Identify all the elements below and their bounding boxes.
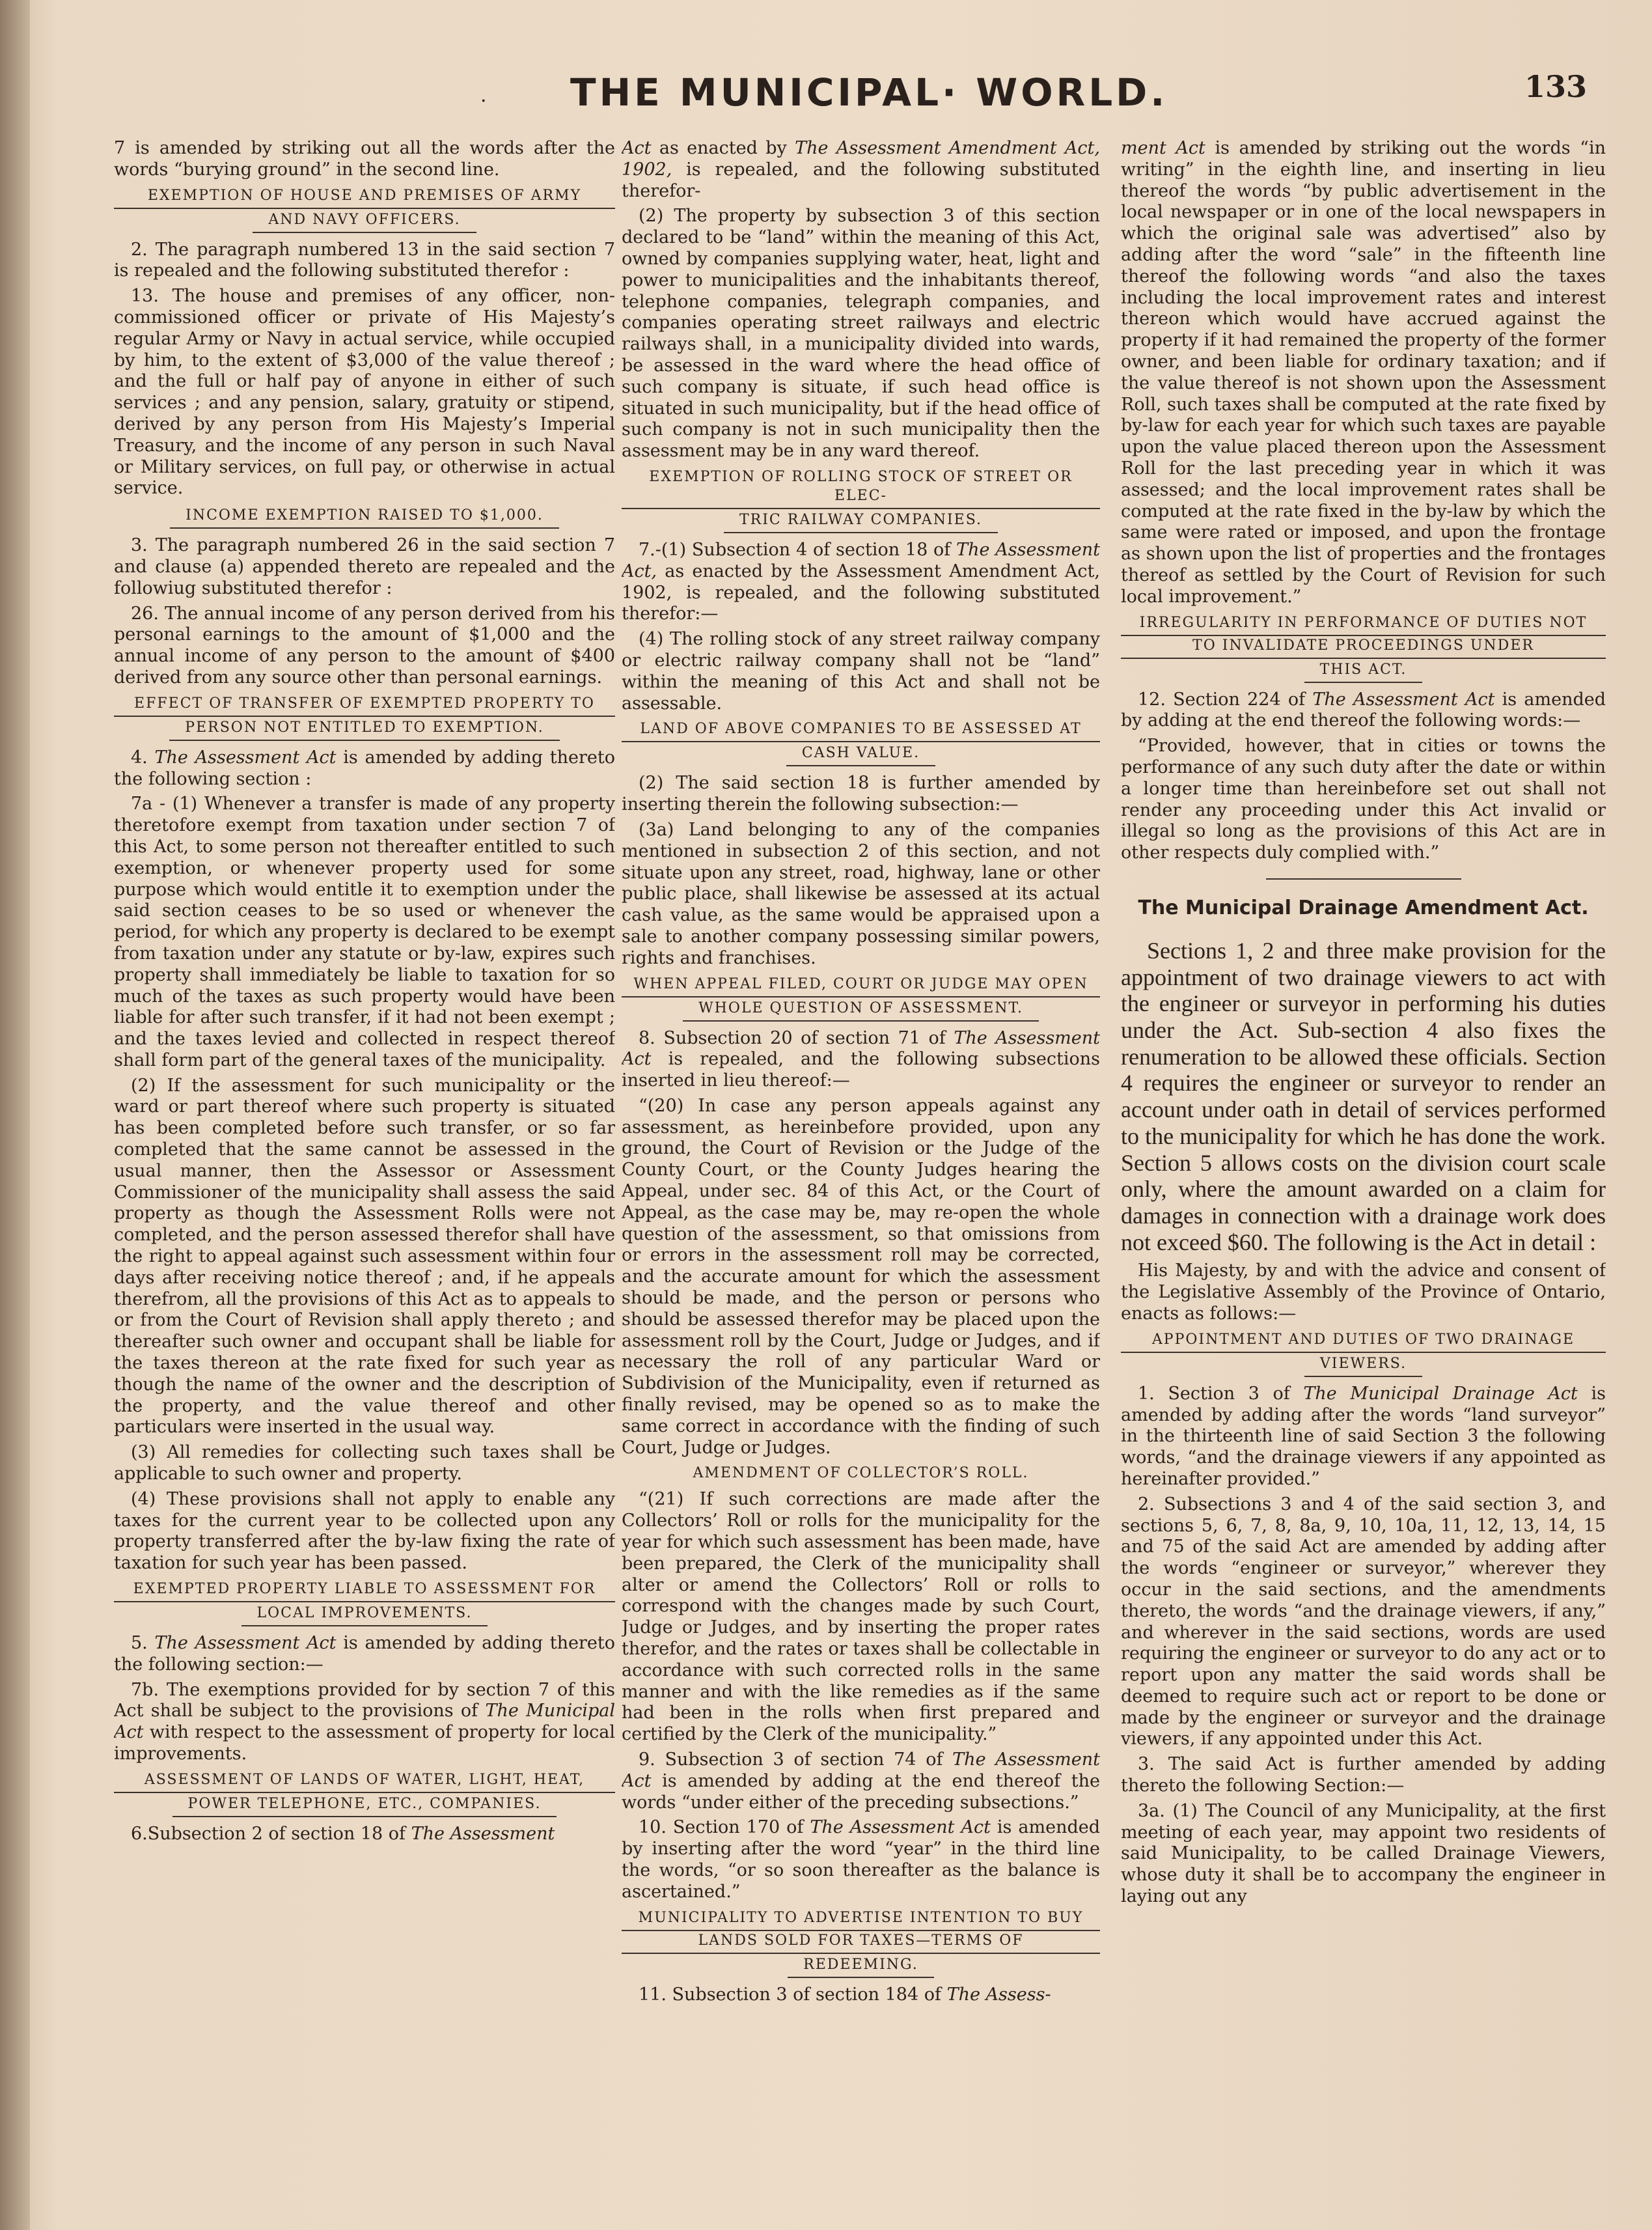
- page-number: 133: [1524, 69, 1588, 104]
- paragraph: [1121, 1384, 1606, 1490]
- section-heading-line: PERSON NOT ENTITLED TO EXEMPTION.: [169, 717, 559, 741]
- italic-act-name: The Assessment Act: [1312, 689, 1495, 710]
- italic-act-name: The Assessment Act: [810, 1817, 991, 1838]
- page-header: [0, 63, 1652, 121]
- text-run: is amended by adding thereto the following section :: [114, 747, 615, 789]
- paragraph: [1121, 138, 1606, 608]
- section-heading-line: EFFECT OF TRANSFER OF EXEMPTED PROPERTY TO: [114, 694, 615, 717]
- text-run: as enacted by: [651, 138, 795, 158]
- italic-act-name: The Municipal Act: [114, 1701, 615, 1743]
- paragraph: [114, 1680, 615, 1765]
- text-run: 7.-(1) Subsection 4 of section 18 of: [639, 539, 957, 560]
- italic-act-name: The Assessment Act: [154, 747, 337, 768]
- paragraph: His Majesty, by and with the advice and consent of the Legislative Assembly of the Province of Ontario, enacts as follows:—: [1121, 1261, 1606, 1324]
- section-heading-line: EXEMPTION OF ROLLING STOCK OF STREET OR ELEC-: [622, 467, 1100, 509]
- section-heading-line: APPOINTMENT AND DUTIES OF TWO DRAINAGE: [1121, 1330, 1606, 1353]
- section-heading: [114, 1770, 615, 1817]
- text-run: is amended by striking out the words “in writing” in the eighth line, and inserting in lieu thereof the words “by public advertisement in the local newspaper or in one of the local newspapers in which the original sale was advertised” also by adding after the word “sale” in the fifteenth line thereof the following words “and also the taxes including the local improvement rates and interest thereon which would have accrued against the property if it had remained the property of the former owner, and been liable for ordinary taxation; and if the value thereof is not shown upon the Assessment Roll, such taxes shall be computed at the rate fixed by by-law for each year for which such taxes are payable upon the value placed thereon upon the Assessment Roll for the last preceding year in which it was assessed; and the local improvement rates shall be computed at the rate fixed in the by-law by which the same were rated or imposed, and upon the frontage as shown upon the list of properties and the frontages thereof as settled by the Court of Revision for such local improvement.”: [1121, 138, 1606, 607]
- text-run: 12. Section 224 of: [1138, 689, 1313, 710]
- paragraph: (2) The property by subsection 3 of this section declared to be “land” within the meaning of this Act, owned by companies supplying water, heat, light and power to municipalities and the inhabitants thereof, telephone companies, telegraph companies, and companies operating street railways and electric railways shall, in a municipality divided into wards, be assessed in the ward where the head office of such company is situate, if such head office is situated in such municipality, but if the head office of such company is not in such municipality then the assessment may be in any ward thereof.: [622, 206, 1100, 462]
- paragraph: “(20) In case any person appeals against any assessment, as hereinbefore provided, upon any ground, the Court of Revision or the Judge of the County Court, or the County Judges hearing the Appeal, under sec. 84 of this Act, or the Court of Appeal, as the case may be, may re-open the whole question of the assessment, so that omissions from or errors in the assessment roll may be corrected, and the accurate amount for which the assessment should be made, and the person or persons who should be assessed therefor may be placed upon the assessment roll by the Court, Judge or Judges, and if necessary the roll of any particular Ward or Subdivision of the Municipality, even if returned as finally revised, may be opened so as to make the same correct in accordance with the finding of such Court, Judge or Judges.: [622, 1095, 1100, 1458]
- paragraph: (4) These provisions shall not apply to enable any taxes for the current year to be collected upon any property transferred after the by-law fixing the rate of taxation for such year has been passed.: [114, 1488, 615, 1574]
- section-heading: [114, 186, 615, 233]
- italic-act-name: Act: [622, 138, 652, 158]
- section-heading: [114, 694, 615, 741]
- column-2: [622, 138, 1100, 2156]
- section-heading-line: POWER TELEPHONE, ETC., COMPANIES.: [172, 1793, 557, 1817]
- italic-act-name: The Municipal Drainage Act: [1303, 1383, 1578, 1404]
- paragraph: 3. The said Act is further amended by adding thereto the following Section:—: [1121, 1754, 1606, 1796]
- section-heading-line: THIS ACT.: [1304, 659, 1423, 683]
- paragraph: [114, 747, 615, 790]
- text-run: 11. Subsection 3 of section 184 of: [639, 1984, 947, 2005]
- paragraph: [114, 1633, 615, 1676]
- text-run: 10. Section 170 of: [639, 1817, 810, 1838]
- section-heading: [1121, 1330, 1606, 1377]
- section-heading-line: AND NAVY OFFICERS.: [253, 209, 476, 233]
- article-headline: The Municipal Drainage Amendment Act.: [1138, 896, 1589, 919]
- paragraph: (2) The said section 18 is further amended by inserting therein the following subsection:—: [622, 773, 1100, 815]
- text-run: 7b. The exemptions provided for by section 7 of this Act shall be subject to the provisions of: [114, 1679, 615, 1721]
- italic-act-name: The Assessment: [411, 1823, 555, 1844]
- text-run: is repealed, and the following subsections inserted in lieu thereof:—: [622, 1049, 1100, 1091]
- paragraph: [622, 138, 1100, 202]
- paragraph: 2. The paragraph numbered 13 in the said section 7 is repealed and the following substituted therefor :: [114, 239, 615, 281]
- paragraph: (4) The rolling stock of any street railway company or electric railway company shall not be “land” within the meaning of this Act and shall not be assessable.: [622, 629, 1100, 714]
- text-run: 1. Section 3 of: [1138, 1383, 1304, 1404]
- section-heading: [1121, 613, 1606, 683]
- paragraph: [622, 1749, 1100, 1813]
- section-heading-line: IRREGULARITY IN PERFORMANCE OF DUTIES NOT: [1121, 613, 1606, 636]
- paragraph: 26. The annual income of any person derived from his personal earnings to the amount of $1,000 and the annual income of any person to the amount of $400 derived from any source other than personal earnings.: [114, 603, 615, 688]
- paragraph: [114, 1824, 615, 1845]
- italic-act-name: The Assessment Act: [622, 1027, 1100, 1070]
- text-run: is amended by inserting after the word “year” in the third line the words, “or so soon thereafter as the balance is ascertained.”: [622, 1817, 1100, 1902]
- section-heading-line: ASSESSMENT OF LANDS OF WATER, LIGHT, HEAT,: [114, 1770, 615, 1793]
- paragraph: (3a) Land belonging to any of the companies mentioned in subsection 2 of this section, and not situate upon any street, road, highway, lane or other public place, shall likewise be assessed at its actual cash value, as the same would be appraised upon a sale to another company possessing similar powers, rights and franchises.: [622, 819, 1100, 968]
- section-heading-line: AMENDMENT OF COLLECTOR’S ROLL.: [693, 1465, 1029, 1482]
- section-heading-line: CASH VALUE.: [786, 742, 935, 766]
- paragraph: 2. Subsections 3 and 4 of the said section 3, and sections 5, 6, 7, 8, 8a, 9, 10, 10a, 11, 12, 13, 14, 15 and 75 of the said Act are amended by adding after the words “engineer or surveyor,” wherever they occur in the said sections, and the amendments thereto, the words “and the drainage viewers, if any,” and wherever in the said sections, words are used requiring the engineer or surveyor to do any act or to report upon any matter the said words shall be deemed to require such act or report to be done or made by the engineer or surveyor and the drainage viewers, if any appointed under this Act.: [1121, 1494, 1606, 1749]
- divider-rule: [1266, 878, 1461, 880]
- lead-paragraph: Sections 1, 2 and three make provision for the appointment of two drainage viewers to act with the engineer or surveyor in performing his duties under the Act. Sub-section 4 also fixes the renumeration to be allowed these officials. Section 4 requires the engineer or surveyor to render an account under oath in detail of services performed to the municipality for which he has done the work. Section 5 allows costs on the division court scale only, where the amount awarded on a claim for damages in connection with a drainage work does not exceed $60. The following is the Act in detail :: [1121, 937, 1606, 1255]
- paragraph: 13. The house and premises of any officer, non-commissioned officer or private of His Majesty’s regular Army or Navy in actual service, while occupied by him, to the extent of $3,000 of the value thereof ; and the full or half pay of anyone in either of such services ; and any pension, salary, gratuity or stipend, derived by any person from His Majesty’s Imperial Treasury, and the income of any person in such Naval or Military services, on full pay, or otherwise in actual service.: [114, 286, 615, 499]
- section-heading-line: WHOLE QUESTION OF ASSESSMENT.: [683, 997, 1039, 1022]
- section-heading-line: EXEMPTED PROPERTY LIABLE TO ASSESSMENT FOR: [114, 1580, 615, 1602]
- paragraph: 7 is amended by striking out all the words after the words “burying ground” in the second line.: [114, 138, 615, 180]
- italic-act-name: The Assessment Act,: [622, 539, 1100, 581]
- text-run: is amended by adding at the end thereof the following words:—: [1121, 689, 1606, 731]
- section-heading: [622, 719, 1100, 766]
- section-heading-line: INCOME EXEMPTION RAISED TO $1,000.: [170, 505, 559, 529]
- section-heading-line: REDEEMING.: [788, 1954, 934, 1978]
- section-heading: [622, 1464, 1100, 1483]
- italic-act-name: ment Act: [1121, 138, 1205, 158]
- paragraph: [622, 540, 1100, 625]
- text-run: 8. Subsection 20 of section 71 of: [639, 1027, 954, 1048]
- text-run: 5.: [131, 1633, 155, 1654]
- section-heading: [622, 467, 1100, 533]
- section-heading-line: MUNICIPALITY TO ADVERTISE INTENTION TO BUY: [622, 1908, 1100, 1931]
- text-run: 6.Subsection 2 of section 18 of: [131, 1823, 411, 1844]
- section-heading-line: TRIC RAILWAY COMPANIES.: [724, 509, 998, 533]
- column-1: [114, 138, 615, 2156]
- text-run: is repealed, and the following substituted therefor-: [622, 159, 1100, 201]
- text-run: is amended by adding after the words “land surveyor” in the thirteenth line of said Section 3 the following words, “and the drainage viewers if any appointed as hereinafter provided.”: [1121, 1383, 1606, 1489]
- paragraph: 7a - (1) Whenever a transfer is made of any property theretofore exempt from taxation under section 7 of this Act, to some person not thereafter entitled to such exemption, or whenever property used for some purpose which would entitle it to exemption under the said section ceases to be so used or whenever the period, for which any property is declared to be exempt from taxation under any statute or by-law, expires such property shall immediately be liable to taxation for so much of the taxes as such property would have been liable for after such transfer, if it had not been exempt ; and the taxes levied and collected in respect thereof shall form part of the general taxes of the municipality.: [114, 794, 615, 1070]
- section-heading-line: LANDS SOLD FOR TAXES—TERMS OF: [622, 1931, 1100, 1954]
- paragraph: “(21) If such corrections are made after the Collectors’ Roll or rolls for the municipality for the year for which such assessment has been made, have been prepared, the Clerk of the municipality shall alter or amend the Collectors’ Roll or rolls to correspond with the changes made by such Court, Judge or Judges, and by inserting the proper rates therefor, and the rates or taxes shall be collectable in accordance with such corrected rolls in the same manner and with the like remedies as if the same had been in the rolls when first prepared and certified by the Clerk of the municipality.”: [622, 1489, 1100, 1745]
- paragraph: 3. The paragraph numbered 26 in the said section 7 and clause (a) appended thereto are repealed and the followiug substituted therefor :: [114, 535, 615, 598]
- paragraph: (3) All remedies for collecting such taxes shall be applicable to such owner and property.: [114, 1442, 615, 1484]
- text-run: is amended by adding at the end thereof the words “under either of the preceding subsections.”: [622, 1770, 1100, 1813]
- section-heading: [114, 1580, 615, 1626]
- section-heading: [622, 1908, 1100, 1978]
- section-heading: [114, 505, 615, 529]
- text-run: is amended by adding thereto the following section:—: [114, 1633, 615, 1675]
- paragraph: “Provided, however, that in cities or towns the performance of any such duty after the date or within a longer time than hereinbefore set out shall not render any proceeding under this Act invalid or illegal so long as the provisions of this Act are in other respects duly complied with.”: [1121, 736, 1606, 863]
- italic-act-name: The Assessment Act: [622, 1749, 1100, 1791]
- header-dot: ·: [480, 90, 487, 113]
- paragraph: [1121, 690, 1606, 732]
- paragraph: [622, 1985, 1100, 2006]
- section-heading-line: LAND OF ABOVE COMPANIES TO BE ASSESSED AT: [622, 719, 1100, 742]
- section-heading-line: VIEWERS.: [1304, 1353, 1422, 1377]
- section-heading-line: EXEMPTION OF HOUSE AND PREMISES OF ARMY: [114, 186, 615, 209]
- column-3: [1121, 138, 1606, 2156]
- italic-act-name: The Assessment Amendment Act, 1902,: [622, 138, 1100, 180]
- text-run: with respect to the assessment of property for local improvements.: [114, 1722, 615, 1764]
- paragraph: [622, 1817, 1100, 1902]
- paragraph: (2) If the assessment for such municipality or the ward or part thereof where such property is situated has been completed before such transfer, or so far completed that the same cannot be assessed in the usual manner, then the Assessor or Assessment Commissioner of the municipality shall assess the said property as though the Assessment Rolls were not completed, and the person assessed therefor shall have the right to appeal against such assessment within four days after receiving notice thereof ; and, if he appeals therefrom, all the provisions of this Act as to appeals to or from the Court of Revision shall apply thereto ; and thereafter such owner and occupant shall be liable for the taxes thereon at the rate fixed for such year as though the name of the owner and the description of the property, and the value thereof and other particulars were inserted in the usual way.: [114, 1075, 615, 1438]
- paragraph: [622, 1028, 1100, 1092]
- paragraph: 3a. (1) The Council of any Municipality, at the first meeting of each year, may appoint two residents of said Municipality, to be called Drainage Viewers, whose duty it shall be to accompany the engineer in laying out any: [1121, 1800, 1606, 1907]
- section-heading: [622, 975, 1100, 1022]
- journal-title: THE MUNICIPAL· WORLD.: [570, 70, 1168, 115]
- italic-act-name: The Assess-: [946, 1984, 1051, 2005]
- section-heading-line: LOCAL IMPROVEMENTS.: [241, 1602, 488, 1626]
- italic-act-name: The Assessment Act: [154, 1633, 337, 1654]
- text-run: as enacted by the Assessment Amendment Act, 1902, is repealed, and the following substituted therefor:—: [622, 561, 1100, 624]
- text-run: 9. Subsection 3 of section 74 of: [639, 1749, 953, 1770]
- text-run: 4.: [131, 747, 155, 768]
- section-heading-line: WHEN APPEAL FILED, COURT OR JUDGE MAY OPEN: [622, 975, 1100, 997]
- page-gutter: [0, 0, 30, 2230]
- section-heading-line: TO INVALIDATE PROCEEDINGS UNDER: [1121, 636, 1606, 659]
